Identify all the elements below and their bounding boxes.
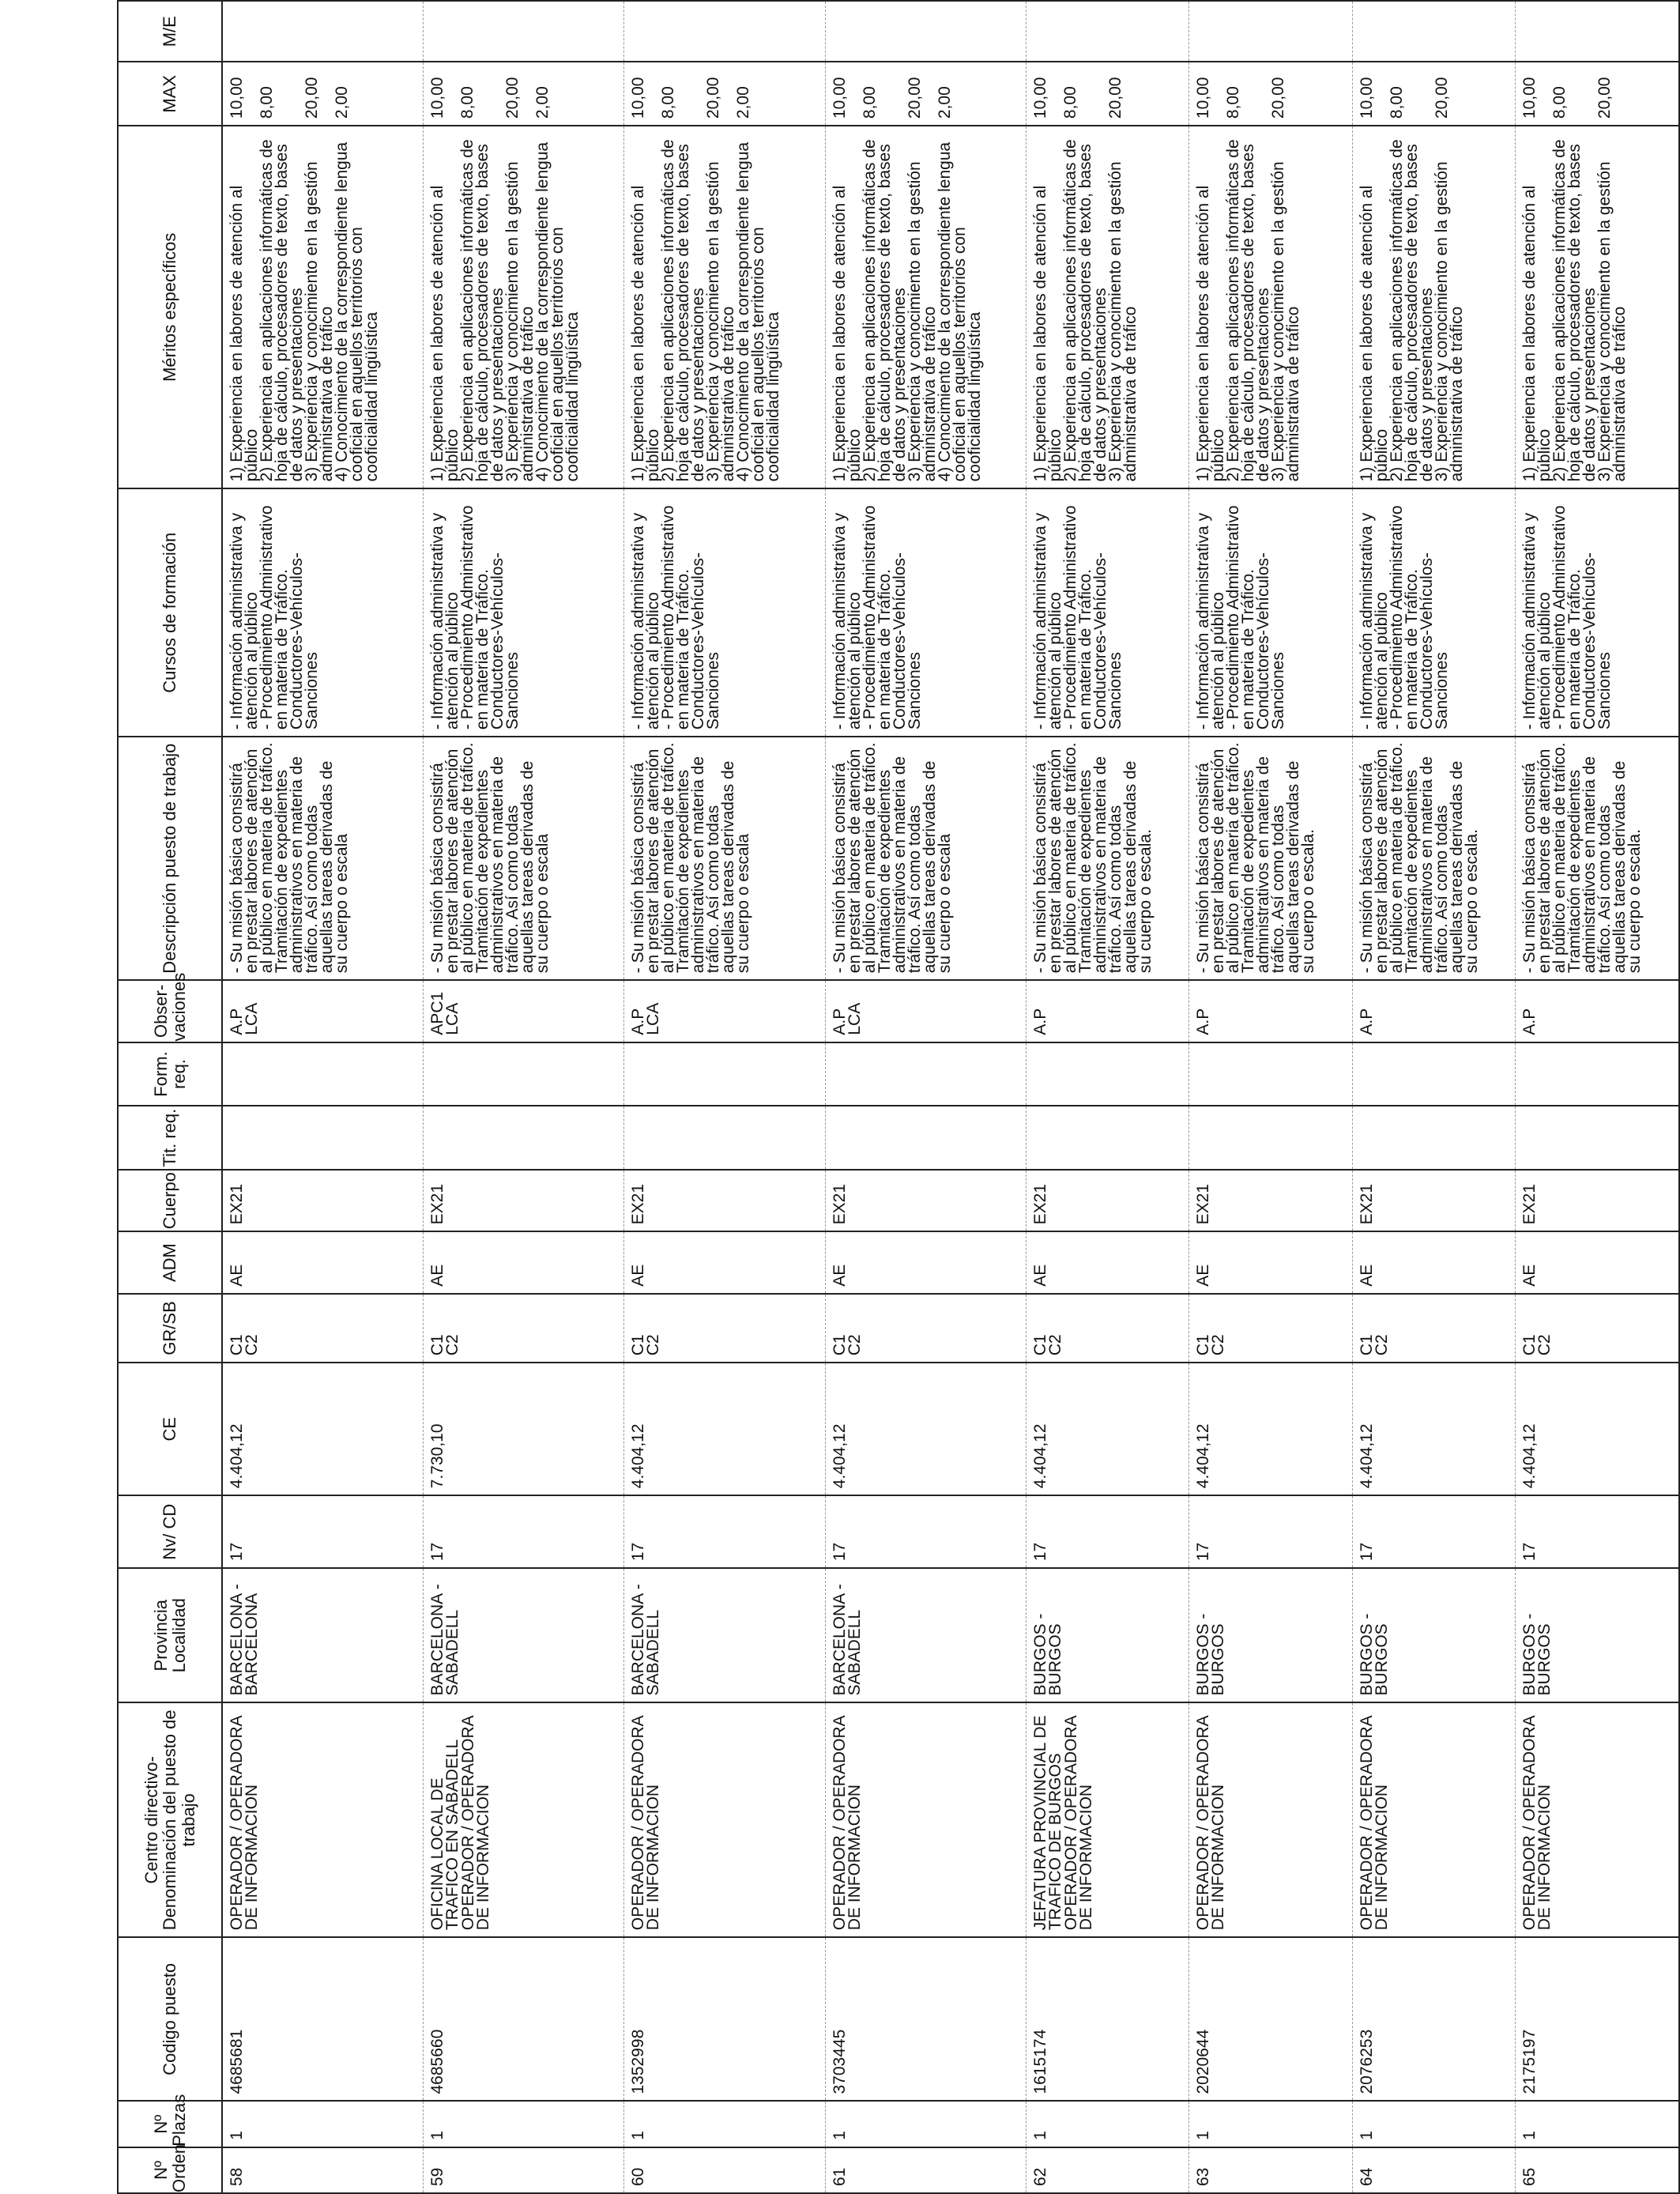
- cell-ce: 4.404,12: [1516, 1363, 1679, 1495]
- max-value: 20,00: [1106, 77, 1124, 119]
- cell-meritos: [1516, 126, 1679, 488]
- cell-me: [222, 1, 424, 62]
- merit-item: 1) Experiencia en labores de atención al público: [1030, 180, 1064, 482]
- cell-titulacion: [424, 1106, 624, 1170]
- header-observaciones: Obser-vaciones: [118, 980, 222, 1042]
- cell-titulacion: [1189, 1106, 1353, 1170]
- cell-meritos: [825, 126, 1026, 488]
- max-value: 10,00: [629, 77, 648, 119]
- cell-me: [1352, 1, 1516, 62]
- cell-titulacion: [624, 1106, 825, 1170]
- cell-centro: [222, 1702, 424, 1937]
- cell-cuerpo: EX21: [624, 1170, 825, 1231]
- cell-max: [1189, 62, 1353, 126]
- cell-plazas: 1: [424, 2102, 624, 2147]
- cell-me: [1189, 1, 1353, 62]
- cell-max: [424, 62, 624, 126]
- merit-item: 2) Experiencia en aplicaciones informáticas de hoja de cálculo, procesadores de texto, bases de datos y presentaciones: [458, 134, 507, 482]
- merit-item: 1) Experiencia en labores de atención al público: [629, 180, 663, 482]
- cell-cuerpo: EX21: [424, 1170, 624, 1231]
- header-codigo: Codigo puesto: [118, 1937, 222, 2101]
- cell-nivel: 17: [1189, 1495, 1353, 1568]
- cell-codigo: 3703445: [825, 1937, 1026, 2101]
- cell-formacion: [1026, 1042, 1189, 1106]
- cell-cursos: - Información administrativa y atención al público - Procedimiento Administrativo en materia de Tráfico. Conductores-Vehículos-Sanciones: [222, 488, 424, 737]
- cell-titulacion: [222, 1106, 424, 1170]
- cell-cuerpo: EX21: [1026, 1170, 1189, 1231]
- header-meritos: Méritos específicos: [118, 126, 222, 488]
- merit-item: 4) Conocimiento de la correspondiente lengua cooficial en aquellos territorios con cooficialidad lingüística: [533, 137, 582, 482]
- position-name: OPERADOR / OPERADORA DE INFORMACION: [629, 1711, 663, 1931]
- merit-item: 2) Experiencia en aplicaciones informáticas de hoja de cálculo, procesadores de texto, bases de datos y presentaciones: [1550, 134, 1599, 482]
- table-row: [1352, 1, 1516, 2193]
- cell-orden: 61: [825, 2147, 1026, 2193]
- header-provincia: Provincia Localidad: [118, 1568, 222, 1702]
- position-name: OPERADOR / OPERADORA DE INFORMACION: [1520, 1711, 1554, 1931]
- table-header: [118, 1, 222, 2193]
- cell-formacion: [222, 1042, 424, 1106]
- cell-max: [825, 62, 1026, 126]
- merit-item: 3) Experiencia y conocimiento en la gestión administrativa de tráfico: [905, 156, 939, 482]
- cell-nivel: 17: [624, 1495, 825, 1568]
- cell-centro: [825, 1702, 1026, 1937]
- header-grupo: GR/SB: [118, 1294, 222, 1363]
- max-value: 10,00: [1194, 77, 1213, 119]
- cell-orden: 63: [1189, 2147, 1353, 2193]
- cell-centro: [1352, 1702, 1516, 1937]
- cell-provincia: BARCELONA - BARCELONA: [222, 1568, 424, 1702]
- cell-adm: AE: [825, 1231, 1026, 1293]
- job-positions-table: [117, 0, 1680, 2194]
- cell-nivel: 17: [1026, 1495, 1189, 1568]
- header-descripcion: Descripción puesto de trabajo: [118, 737, 222, 980]
- cell-max: [222, 62, 424, 126]
- cell-nivel: 17: [424, 1495, 624, 1568]
- cell-cursos: - Información administrativa y atención al público - Procedimiento Administrativo en materia de Tráfico. Conductores-Vehículos-Sanciones: [1026, 488, 1189, 737]
- cell-plazas: 1: [1516, 2102, 1679, 2147]
- cell-formacion: [424, 1042, 624, 1106]
- position-name: OPERADOR / OPERADORA DE INFORMACION: [459, 1711, 493, 1931]
- cell-meritos: [1026, 126, 1189, 488]
- cell-plazas: 1: [222, 2102, 424, 2147]
- cell-max: [624, 62, 825, 126]
- cell-titulacion: [1026, 1106, 1189, 1170]
- merit-item: 4) Conocimiento de la correspondiente lengua cooficial en aquellos territorios con cooficialidad lingüística: [734, 137, 783, 482]
- cell-cursos: - Información administrativa y atención al público - Procedimiento Administrativo en materia de Tráfico. Conductores-Vehículos-Sanciones: [624, 488, 825, 737]
- section-heading: OFICINA LOCAL DE TRAFICO EN SABADELL: [428, 1739, 462, 1931]
- cell-formacion: [825, 1042, 1026, 1106]
- cell-cursos: - Información administrativa y atención al público - Procedimiento Administrativo en materia de Tráfico. Conductores-Vehículos-Sanciones: [424, 488, 624, 737]
- max-value: 8,00: [1060, 86, 1079, 119]
- cell-codigo: 4685660: [424, 1937, 624, 2101]
- cell-descripcion: - Su misión básica consistirá en prestar labores de atención al público en materia de tráfico. Tramitación de expedientes administrativos en materia de tráfico. Así como todas aquellas tareas derivadas de su cuerpo o escala.: [1516, 737, 1679, 980]
- cell-titulacion: [1516, 1106, 1679, 1170]
- cell-adm: AE: [1352, 1231, 1516, 1293]
- cell-meritos: [424, 126, 624, 488]
- cell-descripcion: - Su misión básica consistirá en prestar labores de atención al público en materia de tráfico. Tramitación de expedientes administrativos en materia de tráfico. Así como todas aquellas tareas derivadas de su cuerpo o escala.: [1189, 737, 1353, 980]
- cell-centro: [624, 1702, 825, 1937]
- cell-cuerpo: EX21: [825, 1170, 1026, 1231]
- cell-descripcion: - Su misión básica consistirá en prestar labores de atención al público en materia de tráfico. Tramitación de expedientes administrativos en materia de tráfico. Así como todas aquellas tareas derivadas de su cuerpo o escala: [624, 737, 825, 980]
- cell-formacion: [624, 1042, 825, 1106]
- cell-formacion: [1352, 1042, 1516, 1106]
- cell-centro: [1189, 1702, 1353, 1937]
- max-value: 2,00: [734, 86, 753, 119]
- cell-adm: AE: [1189, 1231, 1353, 1293]
- cell-grupo: C1 C2: [624, 1294, 825, 1363]
- cell-orden: 58: [222, 2147, 424, 2193]
- merit-item: 4) Conocimiento de la correspondiente lengua cooficial en aquellos territorios con cooficialidad lingüística: [935, 137, 984, 482]
- merit-item: 2) Experiencia en aplicaciones informáticas de hoja de cálculo, procesadores de texto, bases de datos y presentaciones: [1387, 134, 1436, 482]
- cell-formacion: [1516, 1042, 1679, 1106]
- merit-item: 3) Experiencia y conocimiento en la gestión administrativa de tráfico: [303, 156, 336, 482]
- cell-codigo: 2020644: [1189, 1937, 1353, 2101]
- header-formacion: Form. req.: [118, 1042, 222, 1106]
- cell-descripcion: - Su misión básica consistirá en prestar labores de atención al público en materia de tráfico. Tramitación de expedientes administrativos en materia de tráfico. Así como todas aquellas tareas derivadas de su cuerpo o escala: [825, 737, 1026, 980]
- cell-cursos: - Información administrativa y atención al público - Procedimiento Administrativo en materia de Tráfico. Conductores-Vehículos-Sanciones: [1516, 488, 1679, 737]
- cell-provincia: BURGOS - BURGOS: [1026, 1568, 1189, 1702]
- rotated-page: [117, 0, 1680, 2194]
- merit-item: 1) Experiencia en labores de atención al público: [830, 180, 864, 482]
- header-cursos: Cursos de formación: [118, 488, 222, 737]
- cell-plazas: 1: [1189, 2102, 1353, 2147]
- max-value: 20,00: [704, 77, 723, 119]
- table-row: [624, 1, 825, 2193]
- merit-item: 2) Experiencia en aplicaciones informáticas de hoja de cálculo, procesadores de texto, bases de datos y presentaciones: [1224, 134, 1273, 482]
- cell-codigo: 4685681: [222, 1937, 424, 2101]
- cell-provincia: BURGOS - BURGOS: [1189, 1568, 1353, 1702]
- max-value: 8,00: [1224, 86, 1243, 119]
- cell-me: [1026, 1, 1189, 62]
- cell-observaciones: A.P LCA: [222, 980, 424, 1042]
- merit-item: 2) Experiencia en aplicaciones informáticas de hoja de cálculo, procesadores de texto, bases de datos y presentaciones: [1060, 134, 1109, 482]
- cell-centro: [424, 1702, 624, 1937]
- header-me: M/E: [118, 1, 222, 62]
- merit-item: 3) Experiencia y conocimiento en la gestión administrativa de tráfico: [1269, 156, 1303, 482]
- cell-cuerpo: EX21: [1189, 1170, 1353, 1231]
- cell-ce: 4.404,12: [624, 1363, 825, 1495]
- cell-centro: [1026, 1702, 1189, 1937]
- merit-item: 3) Experiencia y conocimiento en la gestión administrativa de tráfico: [1432, 156, 1466, 482]
- cell-ce: 4.404,12: [1189, 1363, 1353, 1495]
- merit-item: 1) Experiencia en labores de atención al público: [428, 180, 462, 482]
- cell-descripcion: - Su misión básica consistirá en prestar labores de atención al público en materia de tráfico. Tramitación de expedientes administrativos en materia de tráfico. Así como todas aquellas tareas derivadas de su cuerpo o escala: [424, 737, 624, 980]
- max-value: 2,00: [333, 86, 351, 119]
- cell-ce: 7.730,10: [424, 1363, 624, 1495]
- max-value: 8,00: [1550, 86, 1569, 119]
- cell-ce: 4.404,12: [222, 1363, 424, 1495]
- max-value: 8,00: [458, 86, 477, 119]
- cell-provincia: BURGOS - BURGOS: [1516, 1568, 1679, 1702]
- cell-cuerpo: EX21: [222, 1170, 424, 1231]
- max-value: 20,00: [503, 77, 522, 119]
- cell-observaciones: A.P LCA: [624, 980, 825, 1042]
- cell-nivel: 17: [1352, 1495, 1516, 1568]
- max-value: 8,00: [258, 86, 276, 119]
- cell-cursos: - Información administrativa y atención al público - Procedimiento Administrativo en materia de Tráfico. Conductores-Vehículos-Sanciones: [1352, 488, 1516, 737]
- merit-item: 1) Experiencia en labores de atención al público: [1520, 180, 1554, 482]
- cell-codigo: 2076253: [1352, 1937, 1516, 2101]
- header-max: MAX: [118, 62, 222, 126]
- cell-centro: [1516, 1702, 1679, 1937]
- position-name: OPERADOR / OPERADORA DE INFORMACION: [228, 1711, 261, 1931]
- cell-max: [1352, 62, 1516, 126]
- header-nivel: Nv/ CD: [118, 1495, 222, 1568]
- header-plazas: Nº Plazas: [118, 2102, 222, 2147]
- position-name: OPERADOR / OPERADORA DE INFORMACION: [1061, 1711, 1095, 1931]
- cell-adm: AE: [222, 1231, 424, 1293]
- cell-formacion: [1189, 1042, 1353, 1106]
- cell-grupo: C1 C2: [222, 1294, 424, 1363]
- table-body: [222, 1, 1679, 2193]
- cell-adm: AE: [1026, 1231, 1189, 1293]
- cell-provincia: BARCELONA - SABADELL: [424, 1568, 624, 1702]
- cell-meritos: [222, 126, 424, 488]
- merit-item: 2) Experiencia en aplicaciones informáticas de hoja de cálculo, procesadores de texto, bases de datos y presentaciones: [659, 134, 708, 482]
- cell-me: [624, 1, 825, 62]
- max-value: 10,00: [1357, 77, 1376, 119]
- cell-max: [1026, 62, 1189, 126]
- cell-nivel: 17: [825, 1495, 1026, 1568]
- header-adm: ADM: [118, 1231, 222, 1293]
- cell-grupo: C1 C2: [825, 1294, 1026, 1363]
- cell-plazas: 1: [1026, 2102, 1189, 2147]
- cell-ce: 4.404,12: [1352, 1363, 1516, 1495]
- cell-descripcion: - Su misión básica consistirá en prestar labores de atención al público en materia de tráfico. Tramitación de expedientes administrativos en materia de tráfico. Así como todas aquellas tareas derivadas de su cuerpo o escala.: [1026, 737, 1189, 980]
- merit-item: 1) Experiencia en labores de atención al público: [1357, 180, 1391, 482]
- max-value: 20,00: [905, 77, 924, 119]
- cell-plazas: 1: [1352, 2102, 1516, 2147]
- cell-observaciones: A.P: [1026, 980, 1189, 1042]
- merit-item: 1) Experiencia en labores de atención al público: [1194, 180, 1228, 482]
- position-name: OPERADOR / OPERADORA DE INFORMACION: [830, 1711, 864, 1931]
- cell-grupo: C1 C2: [1026, 1294, 1189, 1363]
- merit-item: 1) Experiencia en labores de atención al público: [228, 180, 261, 482]
- merit-item: 3) Experiencia y conocimiento en la gestión administrativa de tráfico: [1106, 156, 1139, 482]
- cell-adm: AE: [1516, 1231, 1679, 1293]
- cell-provincia: BARCELONA - SABADELL: [624, 1568, 825, 1702]
- max-value: 10,00: [1520, 77, 1539, 119]
- cell-me: [825, 1, 1026, 62]
- header-orden: Nº Orden: [118, 2147, 222, 2193]
- cell-orden: 59: [424, 2147, 624, 2193]
- cell-ce: 4.404,12: [825, 1363, 1026, 1495]
- cell-titulacion: [825, 1106, 1026, 1170]
- header-centro: Centro directivo-Denominación del puesto de trabajo: [118, 1702, 222, 1937]
- cell-cuerpo: EX21: [1352, 1170, 1516, 1231]
- max-value: 10,00: [830, 77, 849, 119]
- merit-item: 4) Conocimiento de la correspondiente lengua cooficial en aquellos territorios con cooficialidad lingüística: [333, 137, 381, 482]
- cell-cuerpo: EX21: [1516, 1170, 1679, 1231]
- max-value: 20,00: [1269, 77, 1288, 119]
- max-value: 20,00: [1432, 77, 1451, 119]
- cell-meritos: [1352, 126, 1516, 488]
- cell-provincia: BARCELONA - SABADELL: [825, 1568, 1026, 1702]
- cell-codigo: 1615174: [1026, 1937, 1189, 2101]
- table-row: [1516, 1, 1679, 2193]
- cell-observaciones: A.P: [1189, 980, 1353, 1042]
- merit-item: 3) Experiencia y conocimiento en la gestión administrativa de tráfico: [704, 156, 738, 482]
- max-value: 2,00: [533, 86, 552, 119]
- merit-item: 3) Experiencia y conocimiento en la gestión administrativa de tráfico: [1595, 156, 1629, 482]
- cell-descripcion: - Su misión básica consistirá en prestar labores de atención al público en materia de tráfico. Tramitación de expedientes administrativos en materia de tráfico. Así como todas aquellas tareas derivadas de su cuerpo o escala.: [1352, 737, 1516, 980]
- cell-nivel: 17: [222, 1495, 424, 1568]
- cell-meritos: [1189, 126, 1353, 488]
- cell-grupo: C1 C2: [424, 1294, 624, 1363]
- cell-observaciones: A.P: [1352, 980, 1516, 1042]
- cell-cursos: - Información administrativa y atención al público - Procedimiento Administrativo en materia de Tráfico. Conductores-Vehículos-Sanciones: [1189, 488, 1353, 737]
- max-value: 20,00: [1595, 77, 1614, 119]
- header-ce: CE: [118, 1363, 222, 1495]
- cell-titulacion: [1352, 1106, 1516, 1170]
- max-value: 2,00: [935, 86, 954, 119]
- header-titulacion: Tit. req.: [118, 1106, 222, 1170]
- position-name: OPERADOR / OPERADORA DE INFORMACION: [1357, 1711, 1391, 1931]
- cell-me: [1516, 1, 1679, 62]
- cell-codigo: 1352998: [624, 1937, 825, 2101]
- max-value: 8,00: [659, 86, 678, 119]
- table-row: [424, 1, 624, 2193]
- max-value: 8,00: [1387, 86, 1406, 119]
- cell-adm: AE: [424, 1231, 624, 1293]
- cell-plazas: 1: [624, 2102, 825, 2147]
- cell-observaciones: A.P LCA: [825, 980, 1026, 1042]
- cell-descripcion: - Su misión básica consistirá en prestar labores de atención al público en materia de tráfico. Tramitación de expedientes administrativos en materia de tráfico. Así como todas aquellas tareas derivadas de su cuerpo o escala: [222, 737, 424, 980]
- cell-orden: 62: [1026, 2147, 1189, 2193]
- cell-max: [1516, 62, 1679, 126]
- max-value: 10,00: [428, 77, 447, 119]
- table-row: [1189, 1, 1353, 2193]
- header-cuerpo: Cuerpo: [118, 1170, 222, 1231]
- cell-meritos: [624, 126, 825, 488]
- max-value: 10,00: [1030, 77, 1049, 119]
- cell-grupo: C1 C2: [1352, 1294, 1516, 1363]
- cell-grupo: C1 C2: [1516, 1294, 1679, 1363]
- cell-ce: 4.404,12: [1026, 1363, 1189, 1495]
- cell-adm: AE: [624, 1231, 825, 1293]
- max-value: 8,00: [860, 86, 879, 119]
- merit-item: 2) Experiencia en aplicaciones informáticas de hoja de cálculo, procesadores de texto, bases de datos y presentaciones: [860, 134, 909, 482]
- position-name: OPERADOR / OPERADORA DE INFORMACION: [1194, 1711, 1228, 1931]
- cell-orden: 60: [624, 2147, 825, 2193]
- cell-orden: 64: [1352, 2147, 1516, 2193]
- merit-item: 2) Experiencia en aplicaciones informáticas de hoja de cálculo, procesadores de texto, bases de datos y presentaciones: [258, 134, 306, 482]
- cell-grupo: C1 C2: [1189, 1294, 1353, 1363]
- max-value: 10,00: [228, 77, 246, 119]
- table-row: [825, 1, 1026, 2193]
- table-row: [222, 1, 424, 2193]
- section-heading: JEFATURA PROVINCIAL DE TRAFICO DE BURGOS: [1030, 1710, 1064, 1931]
- cell-nivel: 17: [1516, 1495, 1679, 1568]
- merit-item: 3) Experiencia y conocimiento en la gestión administrativa de tráfico: [503, 156, 537, 482]
- cell-plazas: 1: [825, 2102, 1026, 2147]
- cell-observaciones: A.P: [1516, 980, 1679, 1042]
- cell-cursos: - Información administrativa y atención al público - Procedimiento Administrativo en materia de Tráfico. Conductores-Vehículos-Sanciones: [825, 488, 1026, 737]
- cell-provincia: BURGOS - BURGOS: [1352, 1568, 1516, 1702]
- cell-codigo: 2175197: [1516, 1937, 1679, 2101]
- cell-orden: 65: [1516, 2147, 1679, 2193]
- cell-me: [424, 1, 624, 62]
- table-row: [1026, 1, 1189, 2193]
- max-value: 20,00: [303, 77, 321, 119]
- cell-observaciones: APC1 LCA: [424, 980, 624, 1042]
